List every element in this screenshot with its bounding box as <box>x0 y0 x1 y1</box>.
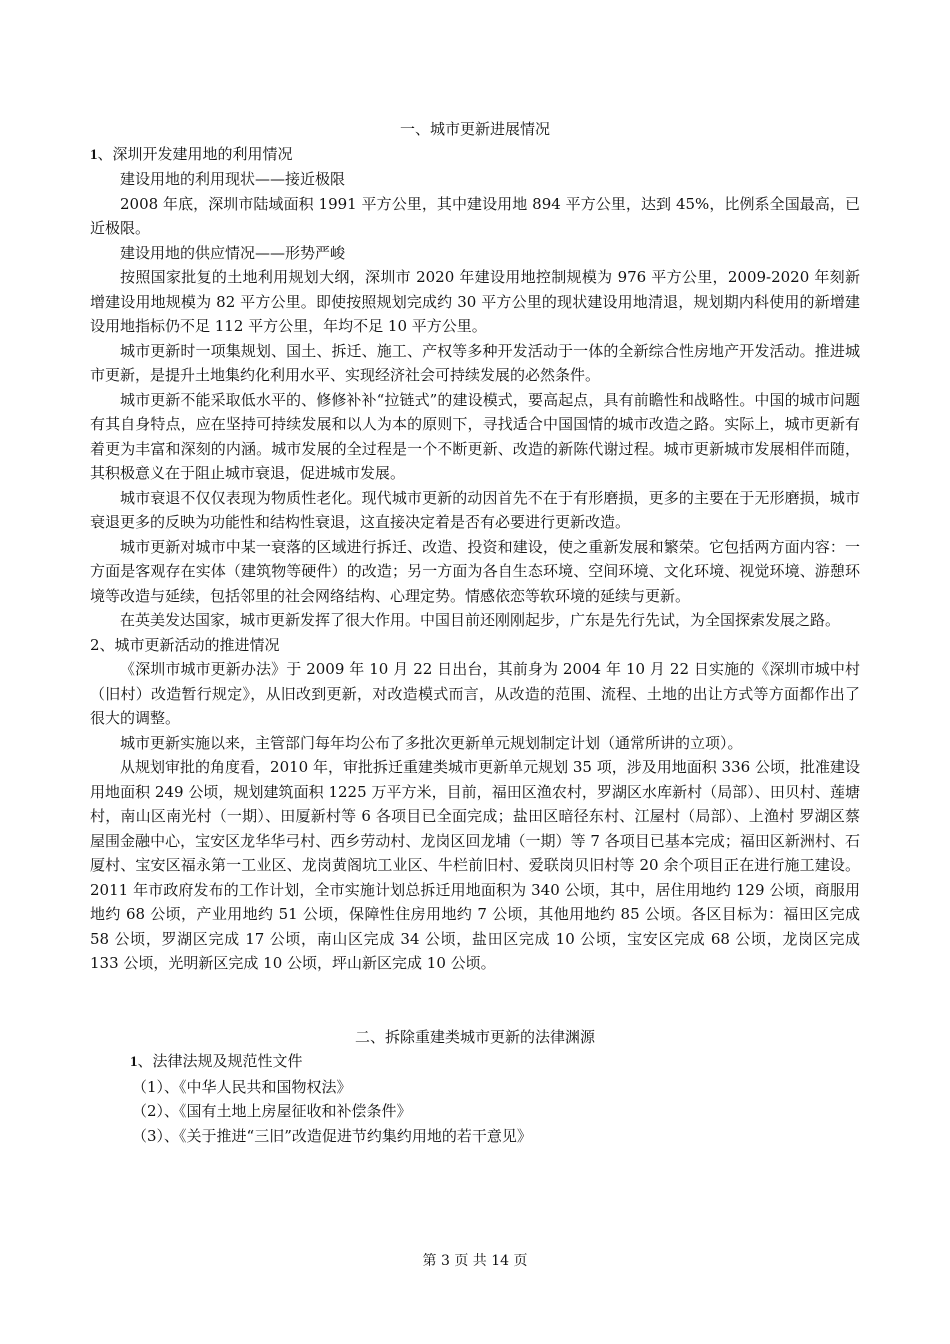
paragraph: 在英美发达国家，城市更新发挥了很大作用。中国目前还刚刚起步，广东是先行先试，为全国探索发展之路。 <box>120 611 841 629</box>
paragraph: 《深圳市城市更新办法》于 2009 年 10 月 22 日出台，其前身为 2004 年 10 月 22 日实施的《深圳市城中村（旧村）改造暂行规定》，从旧改到更新，对改造模式而言，从改造的范围、流程、土地的出让方式等方面都作出了很大的调整。 <box>90 660 860 727</box>
paragraph: 从规划审批的角度看，2010 年，审批拆迁重建类城市更新单元规划 35 项，涉及用地面积 336 公顷，批准建设用地面积 249 公顷，规划建筑面积 1225 万平方米，目前，福田区渔农村，罗湖区水库新村（局部）、田贝村、莲塘村，南山区南光村（一期）、田厦新村等 6 各项目已全面完成；盐田区暗径东村、江屋村（局部）、上渔村 罗湖区蔡屋围金融中心，宝安区龙华华弓村、西乡劳动村、龙岗区回龙埔（一期）等 7 各项目已基本完成；福田区新洲村、石厦村、宝安区福永第一工业区、龙岗黄阁坑工业区、牛栏前旧村、爱联岗贝旧村等 20 余个项目正在进行施工建设。2011 年市政府发布的工作计划，全市实施计划总拆迁用地面积为 340 公顷，其中，居住用地约 129 公顷，商服用地约 68 公顷，产业用地约 51 公顷，保障性住房用地约 7 公顷，其他用地约 85 公顷。各区目标为：福田区完成 58 公顷，罗湖区完成 17 公顷，南山区完成 34 公顷，盐田区完成 10 公顷，宝安区完成 68 公顷，龙岗区完成 133 公顷，光明新区完成 10 公顷，坪山新区完成 10 公顷。 <box>90 758 860 972</box>
subheading-land-supply: 建设用地的供应情况——形势严峻 <box>120 243 346 262</box>
heading-1-2: 2、城市更新活动的推进情况 <box>90 635 280 654</box>
heading-number: 1 <box>90 146 98 163</box>
footer-total-pages: 14 <box>491 1253 510 1269</box>
footer-prefix: 第 <box>422 1253 437 1269</box>
section-spacer <box>90 976 860 1025</box>
heading-1-1 <box>90 142 860 168</box>
footer-suffix: 页 <box>513 1253 528 1269</box>
section-1-title: 一、城市更新进展情况 <box>399 120 550 138</box>
heading-text: 、深圳开发建用地的利用情况 <box>97 144 293 163</box>
paragraph: 2008 年底，深圳市陆域面积 1991 平方公里，其中建设用地 894 平方公里，达到 45%，比例系全国最高，已近极限。 <box>90 194 860 237</box>
paragraph: 城市更新对城市中某一衰落的区域进行拆迁、改造、投资和建设，使之重新发展和繁荣。它包括两方面内容：一方面是客观存在实体（建筑物等硬件）的改造；另一方面为各自生态环境、空间环境、文化环境、视觉环境、游憩环境等改造与延续，包括邻里的社会网络结构、心理定势。情感依恋等软环境的延续与更新。 <box>90 537 860 605</box>
page-footer <box>0 1250 950 1270</box>
footer-page-number: 3 <box>440 1253 450 1269</box>
heading-number: 1 <box>130 1054 138 1070</box>
paragraph: 城市更新实施以来，主管部门每年均公布了多批次更新单元规划制定计划（通常所讲的立项）。 <box>120 733 743 752</box>
list-item: （3）、《关于推进“三旧”改造促进节约集约用地的若干意见》 <box>132 1126 532 1145</box>
heading-2-1 <box>90 1049 860 1075</box>
paragraph: 按照国家批复的土地利用规划大纲，深圳市 2020 年建设用地控制规模为 976 平方公里，2009-2020 年刻新增建设用地规模为 82 平方公里。即使按照规划完成约 30 平方公里的现状建设用地清退，规划期内科使用的新增建设用地指标仍不足 112 平方公里，年均不足 10 平方公里。 <box>90 268 860 335</box>
footer-mid: 页 共 <box>454 1253 487 1269</box>
paragraph: 城市衰退不仅仅表现为物质性老化。现代城市更新的动因首先不在于有形磨损，更多的主要在于无形磨损，城市衰退更多的反映为功能性和结构性衰退，这直接决定着是否有必要进行更新改造。 <box>90 488 860 531</box>
page-content <box>90 117 860 1148</box>
list-item: （2）、《国有土地上房屋征收和补偿条件》 <box>132 1102 412 1120</box>
heading-text: 、法律法规及规范性文件 <box>137 1052 303 1070</box>
list-item: （1）、《中华人民共和国物权法》 <box>132 1077 352 1096</box>
paragraph: 城市更新不能采取低水平的、修修补补“拉链式”的建设模式，要高起点，具有前瞻性和战略性。中国的城市问题有其自身特点，应在坚持可持续发展和以人为本的原则下，寻找适合中国国情的城市改造之路。实际上，城市更新有着更为丰富和深刻的内涵。城市发展的全过程是一个不断更新、改造的新陈代谢过程。城市更新城市发展相伴而随，其积极意义在于阻止城市衰退，促进城市发展。 <box>90 390 860 482</box>
paragraph: 城市更新时一项集规划、国土、拆迁、施工、产权等多种开发活动于一体的全新综合性房地产开发活动。推进城市更新，是提升土地集约化利用水平、实现经济社会可持续发展的必然条件。 <box>90 341 860 384</box>
section-2-title: 二、拆除重建类城市更新的法律渊源 <box>354 1027 595 1046</box>
subheading-land-status: 建设用地的利用现状——接近极限 <box>120 170 346 188</box>
